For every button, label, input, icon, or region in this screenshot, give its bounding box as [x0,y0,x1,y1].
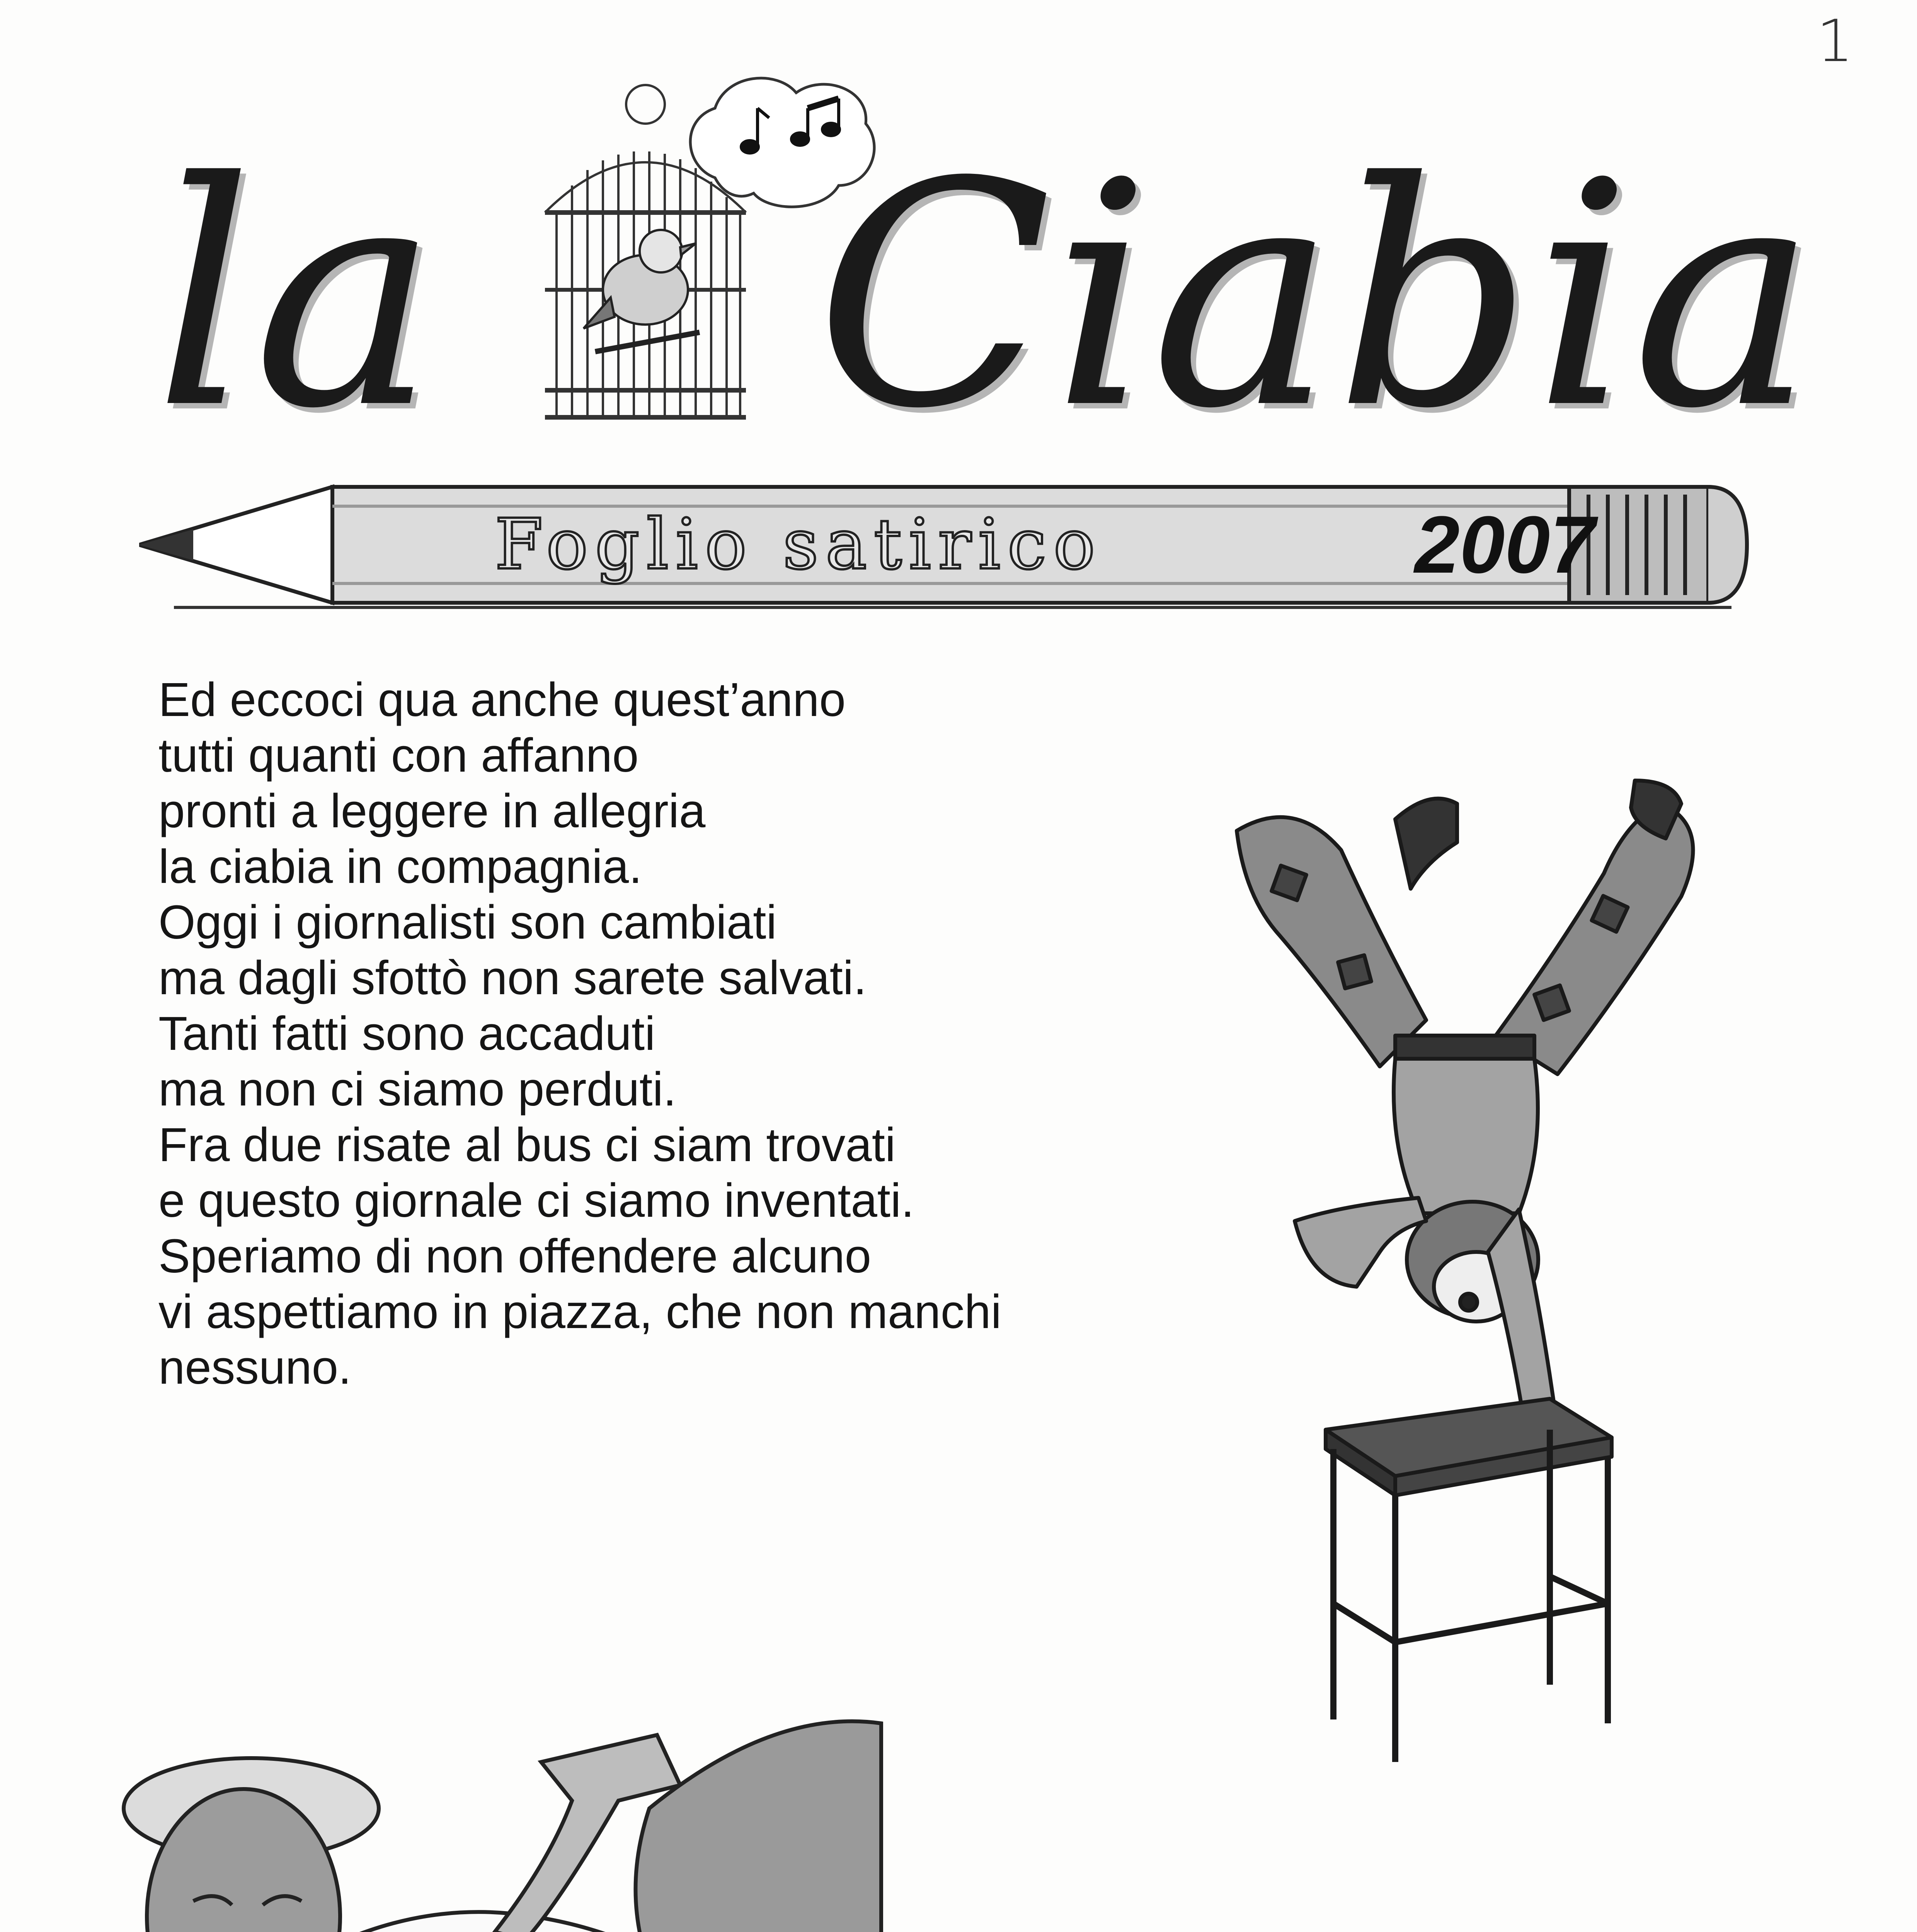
masthead-title-la: la [155,116,438,476]
poem-line: pronti a leggere in allegria [158,785,706,838]
poem-line: ma dagli sfottò non sarete salvati. [158,952,867,1005]
poem-line: nessuno. [158,1341,352,1394]
masthead-title-ciabia: Ciabia [815,116,1817,476]
poem-line: vi aspettiamo in piazza, che non manchi [158,1286,1002,1338]
poem-line: Speriamo di non offendere alcuno [158,1230,872,1283]
masthead [139,50,1817,611]
apple-worm-illustration [116,1569,889,1932]
page-number: 1 [1817,8,1854,75]
poem-line: la ciabia in compagnia. [158,840,642,893]
poem-line: Ed eccoci qua anche quest’anno [158,673,846,726]
poem-line: ma non ci siamo perduti. [158,1063,676,1116]
clown-handstand-illustration [1179,773,1797,1777]
poem-line: Fra due risate al bus ci siam trovati [158,1119,896,1172]
poem [158,672,1241,1396]
masthead-year: 2007 [1415,499,1595,590]
poem-line: Tanti fatti sono accaduti [158,1007,655,1060]
poem-line: tutti quanti con affanno [158,729,639,782]
poem-line: Oggi i giornalisti son cambiati [158,896,777,949]
poem-line: e questo giornale ci siamo inventati. [158,1174,914,1227]
header-divider [174,606,1731,609]
masthead-subtitle: Foglio satirico [495,504,1102,585]
